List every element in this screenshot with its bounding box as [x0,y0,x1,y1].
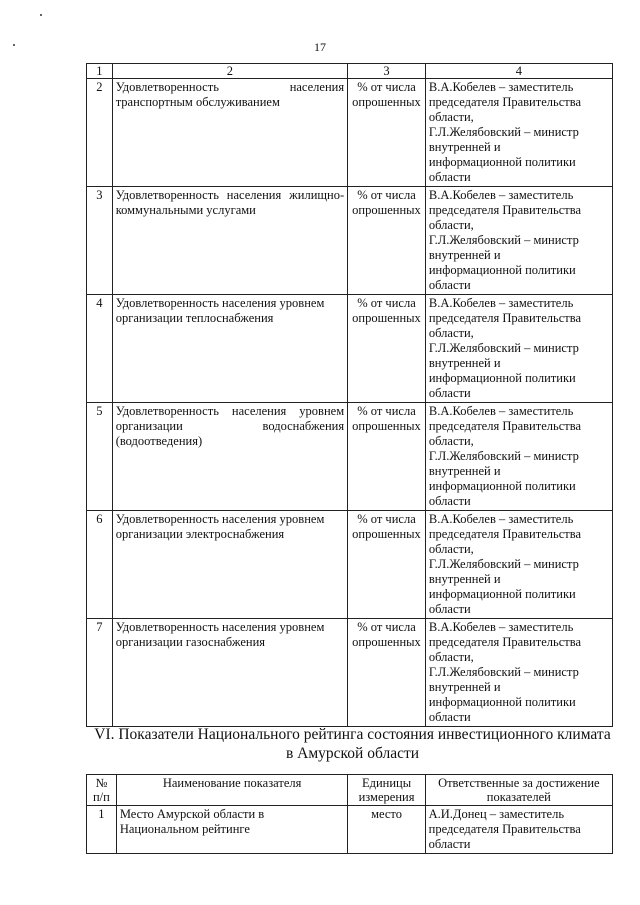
responsible [425,511,612,619]
responsible-line: области [428,602,471,616]
responsible-line: председателя Правительства [428,527,581,541]
responsible-line: Г.Л.Желябовский – министр [428,665,579,679]
row-number: 5 [87,403,113,511]
responsible-line: председателя Правительства [428,635,581,649]
column-header: Ответственные за достижение показателей [425,775,612,806]
responsible-line: внутренней и [428,464,501,478]
responsible-line: информационной политики [428,479,576,493]
unit: % от числа опрошенных [348,295,426,403]
responsible-line: области [428,837,471,851]
column-header: № п/п [87,775,117,806]
responsible-line: области, [428,542,474,556]
responsible-line: В.А.Кобелев – заместитель [428,188,574,202]
unit: место [348,806,425,854]
column-header: 2 [112,64,347,79]
responsible [425,295,612,403]
responsible-line: области [428,278,471,292]
responsible-line: В.А.Кобелев – заместитель [428,620,574,634]
responsible-line: внутренней и [428,248,501,262]
row-number: 7 [87,619,113,727]
table-row [87,619,613,727]
responsible-line: Г.Л.Желябовский – министр [428,557,579,571]
unit: % от числа опрошенных [348,619,426,727]
page-number: 17 [314,40,326,54]
responsible-line: информационной политики [428,155,576,169]
column-header: 3 [348,64,426,79]
responsible-line: области [428,170,471,184]
responsible-line: председателя Правительства [428,419,581,433]
responsible-line: области, [428,326,474,340]
row-number: 3 [87,187,113,295]
responsible-line: внутренней и [428,356,501,370]
responsible-line: председателя Правительства [428,95,581,109]
indicators-table [86,63,613,727]
indicator-name: Удовлетворенность населения уровнем организации теплоснабжения [112,295,347,403]
row-number: 6 [87,511,113,619]
table-row [87,806,613,854]
responsible-line: В.А.Кобелев – заместитель [428,80,574,94]
responsible-line: области, [428,650,474,664]
indicator-name: Удовлетворенность населения уровнем организации газоснабжения [112,619,347,727]
column-header: Единицы измерения [348,775,425,806]
table-header-row [87,775,613,806]
rating-table [86,774,613,854]
indicator-name: Удовлетворенность населения уровнем организации водоснабжения (водоотведения) [112,403,347,511]
responsible-line: области, [428,434,474,448]
responsible-line: области, [428,110,474,124]
scan-speck [40,14,42,16]
column-header: 1 [87,64,113,79]
table-header-row [87,64,613,79]
table-row [87,187,613,295]
unit: % от числа опрошенных [348,79,426,187]
responsible-line: информационной политики [428,695,576,709]
responsible-line: председателя Правительства [428,203,581,217]
indicator-name: Удовлетворенность населения транспортным обслуживанием [112,79,347,187]
responsible-line: председателя Правительства [428,822,581,836]
table-row [87,403,613,511]
indicator-name: Место Амурской области в Национальном рейтинге [116,806,348,854]
responsible-line: Г.Л.Желябовский – министр [428,125,579,139]
responsible-line: В.А.Кобелев – заместитель [428,296,574,310]
section-heading: VI. Показатели Национального рейтинга состояния инвестиционного климата в Амурской области [94,726,611,762]
table-row [87,295,613,403]
responsible-line: председателя Правительства [428,311,581,325]
responsible-line: области, [428,218,474,232]
responsible-line: Г.Л.Желябовский – министр [428,449,579,463]
responsible [425,619,612,727]
responsible-line: А.И.Донец – заместитель [428,807,565,821]
responsible-line: В.А.Кобелев – заместитель [428,512,574,526]
responsible-line: информационной политики [428,371,576,385]
responsible [425,187,612,295]
responsible-line: информационной политики [428,263,576,277]
responsible-line: внутренней и [428,680,501,694]
unit: % от числа опрошенных [348,511,426,619]
responsible-line: области [428,494,471,508]
indicator-name: Удовлетворенность населения уровнем организации электроснабжения [112,511,347,619]
responsible-line: В.А.Кобелев – заместитель [428,404,574,418]
row-number: 4 [87,295,113,403]
responsible-line: области [428,710,471,724]
table-row [87,79,613,187]
row-number: 2 [87,79,113,187]
table-row [87,511,613,619]
responsible-line: информационной политики [428,587,576,601]
responsible [425,806,612,854]
responsible [425,403,612,511]
indicator-name: Удовлетворенность населения жилищно-коммунальными услугами [112,187,347,295]
responsible-line: области [428,386,471,400]
row-number: 1 [87,806,117,854]
column-header: 4 [425,64,612,79]
unit: % от числа опрошенных [348,187,426,295]
responsible-line: внутренней и [428,572,501,586]
responsible-line: внутренней и [428,140,501,154]
column-header: Наименование показателя [116,775,348,806]
unit: % от числа опрошенных [348,403,426,511]
responsible [425,79,612,187]
responsible-line: Г.Л.Желябовский – министр [428,341,579,355]
responsible-line: Г.Л.Желябовский – министр [428,233,579,247]
